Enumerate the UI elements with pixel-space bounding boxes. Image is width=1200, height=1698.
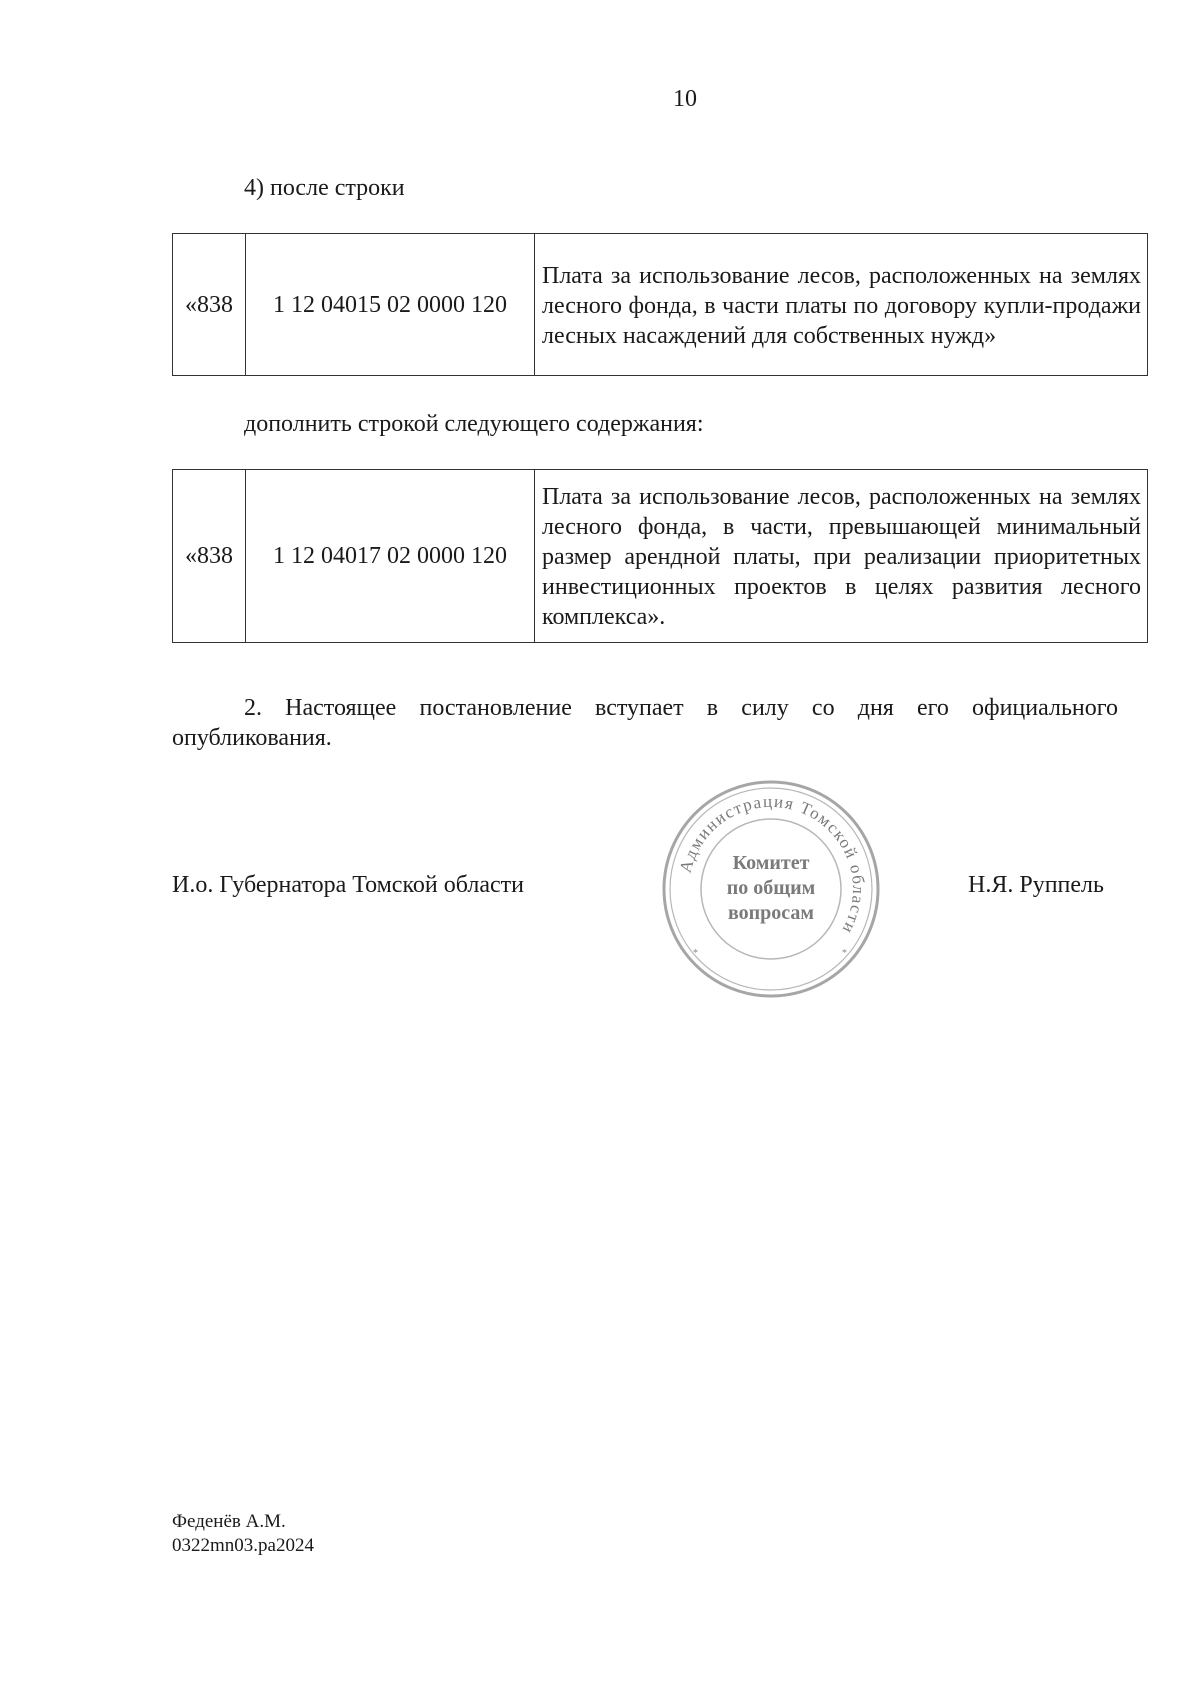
page-number: 10 xyxy=(673,86,697,112)
kbk-cell: 1 12 04017 02 0000 120 xyxy=(246,470,535,643)
stamp-line-2: по общим xyxy=(726,877,816,899)
code-cell: «838 xyxy=(173,234,246,376)
document-code: 0322mn03.pa2024 xyxy=(172,1535,314,1556)
intro-text: 4) после строки xyxy=(244,175,405,201)
star-icon: * xyxy=(693,948,698,959)
stamp-line-3: вопросам xyxy=(727,902,815,924)
table-row xyxy=(173,470,1148,643)
stamp-ring-text: Администрация Томской области xyxy=(675,791,869,938)
table-row xyxy=(173,234,1148,376)
executor-name: Феденёв А.М. xyxy=(172,1511,286,1532)
signature-name: Н.Я. Руппель xyxy=(968,872,1104,898)
star-icon: * xyxy=(842,948,847,959)
table-after xyxy=(172,469,1148,643)
stamp-line-1: Комитет xyxy=(732,852,810,874)
description-cell: Плата за использование лесов, расположенных на землях лесного фонда, в части платы по договору купли-продажи лесных насаждений для собственных нужд» xyxy=(535,234,1148,376)
footer xyxy=(172,1510,314,1558)
table-before xyxy=(172,233,1148,376)
kbk-cell: 1 12 04015 02 0000 120 xyxy=(246,234,535,376)
description-cell: Плата за использование лесов, расположенных на землях лесного фонда, в части, превышающей минимальный размер арендной платы, при реализации приоритетных инвестиционных проектов в целях развития лесного комплекса». xyxy=(535,470,1148,643)
official-stamp xyxy=(660,778,882,1000)
signature-position: И.о. Губернатора Томской области xyxy=(172,872,524,898)
code-cell: «838 xyxy=(173,470,246,643)
paragraph-2: 2. Настоящее постановление вступает в силу со дня его официального опубликования. xyxy=(172,695,1118,751)
middle-text: дополнить строкой следующего содержания: xyxy=(244,411,704,437)
stamp-graphic xyxy=(660,778,882,1000)
